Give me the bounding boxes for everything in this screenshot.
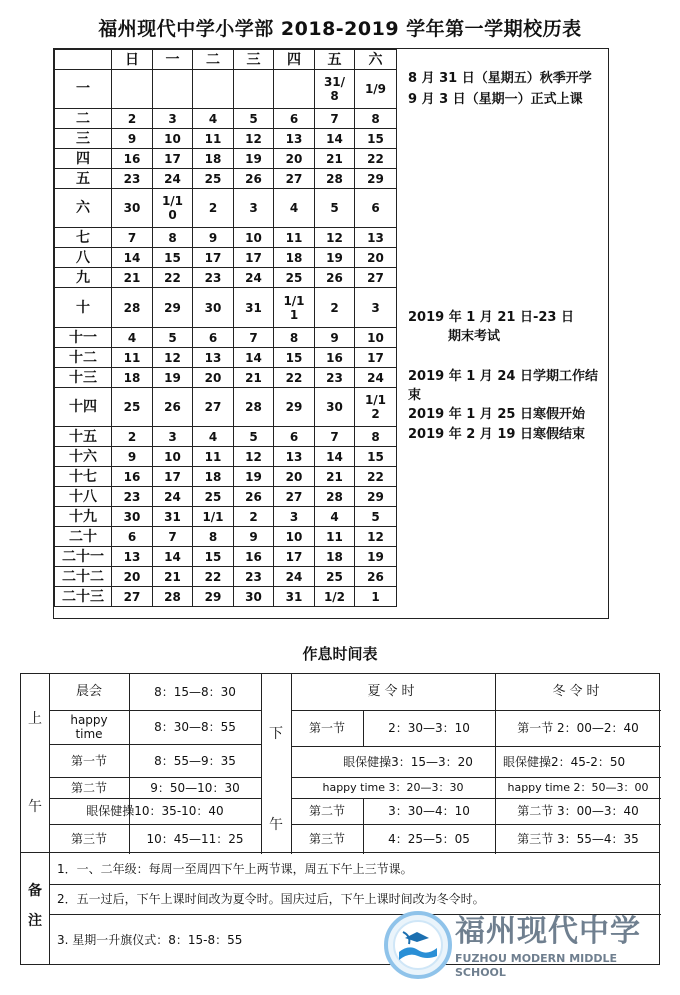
calendar-day-cell: 6 <box>355 189 397 228</box>
calendar-day-cell: 19 <box>315 248 355 268</box>
calendar-week-row <box>55 109 397 129</box>
winter-period-3: 第三节 3：55—4：35 <box>517 832 639 846</box>
remarks-label: 备 <box>28 883 42 899</box>
remark-item-3: 3. 星期一升旗仪式：8：15-8：55 <box>57 932 243 947</box>
week-number: 十六 <box>55 447 112 467</box>
week-number: 二十二 <box>55 567 112 587</box>
calendar-day-cell: 22 <box>355 467 397 487</box>
calendar-day-cell: 18 <box>112 368 153 388</box>
calendar-day-cell: 24 <box>153 487 193 507</box>
calendar-day-cell: 3 <box>153 109 193 129</box>
calendar-day-cell: 7 <box>315 109 355 129</box>
calendar-day-cell: 15 <box>274 348 315 368</box>
calendar-header-day: 四 <box>274 50 315 70</box>
morning-period-2-time: 9：50—10：30 <box>150 780 240 795</box>
calendar-day-cell: 8 <box>355 427 397 447</box>
calendar-day-cell: 9 <box>112 129 153 149</box>
calendar-day-cell: 19 <box>234 149 274 169</box>
calendar-day-cell: 14 <box>315 129 355 149</box>
calendar-day-cell: 22 <box>355 149 397 169</box>
logo-school-name: 福州现代中学 <box>455 914 641 949</box>
calendar-day-cell: 1/1 <box>193 507 234 527</box>
calendar-day-cell: 19 <box>234 467 274 487</box>
calendar-day-cell <box>274 70 315 109</box>
calendar-day-cell: 28 <box>234 388 274 427</box>
note-exam-label: 期末考试 <box>448 329 501 344</box>
calendar-day-cell: 15 <box>193 547 234 567</box>
calendar-day-cell: 3 <box>234 189 274 228</box>
calendar-week-row <box>55 228 397 248</box>
school-logo <box>383 910 668 980</box>
calendar-day-cell: 11 <box>193 129 234 149</box>
winter-period-2: 第二节 3：00—3：40 <box>517 804 639 818</box>
summer-period-3-label: 第三节 <box>308 832 345 846</box>
calendar-day-cell: 23 <box>112 487 153 507</box>
afternoon-label: 下 <box>269 726 283 742</box>
winter-happy-time: happy time 2：50—3：00 <box>507 780 649 794</box>
calendar-day-cell: 23 <box>234 567 274 587</box>
calendar-day-cell: 19 <box>355 547 397 567</box>
calendar-day-cell: 14 <box>315 447 355 467</box>
winter-period-1: 第一节 2：00—2：40 <box>517 721 639 735</box>
calendar-day-cell: 9 <box>112 447 153 467</box>
calendar-week-row <box>55 129 397 149</box>
week-number: 七 <box>55 228 112 248</box>
calendar-week-row <box>55 368 397 388</box>
calendar-day-cell: 27 <box>274 487 315 507</box>
note-term-end: 2019 年 1 月 24 日学期工作结 <box>408 369 598 384</box>
week-number: 六 <box>55 189 112 228</box>
summer-period-2-label: 第二节 <box>308 804 345 818</box>
morning-period-1-label: 第一节 <box>70 753 107 768</box>
week-number: 十五 <box>55 427 112 447</box>
calendar-day-cell: 21 <box>315 467 355 487</box>
calendar-week-row <box>55 248 397 268</box>
calendar-day-cell: 23 <box>193 268 234 288</box>
school-emblem-icon <box>383 910 453 980</box>
calendar-day-cell: 14 <box>153 547 193 567</box>
morning-period-2-label: 第二节 <box>70 780 107 795</box>
calendar-header-day: 日 <box>112 50 153 70</box>
calendar-day-cell: 31 <box>274 587 315 607</box>
calendar-day-cell: 25 <box>274 268 315 288</box>
calendar-day-cell: 8 <box>274 328 315 348</box>
calendar-day-cell: 6 <box>274 427 315 447</box>
morning-eye-exercise: 眼保健操10：35-10：40 <box>86 804 224 818</box>
calendar-day-cell <box>112 70 153 109</box>
calendar-day-cell <box>234 70 274 109</box>
calendar-day-cell: 22 <box>153 268 193 288</box>
calendar-day-cell: 18 <box>315 547 355 567</box>
calendar-day-cell: 3 <box>153 427 193 447</box>
calendar-week-row <box>55 388 397 427</box>
week-number: 十九 <box>55 507 112 527</box>
calendar-day-cell: 26 <box>234 169 274 189</box>
calendar-day-cell: 28 <box>315 487 355 507</box>
calendar-day-cell: 11 <box>193 447 234 467</box>
summer-header: 夏令时 <box>367 684 419 699</box>
calendar-week-row <box>55 507 397 527</box>
calendar-week-row <box>55 189 397 228</box>
calendar-day-cell: 20 <box>112 567 153 587</box>
calendar-day-cell: 23 <box>315 368 355 388</box>
week-number: 十八 <box>55 487 112 507</box>
calendar-day-cell: 30 <box>315 388 355 427</box>
calendar-day-cell: 12 <box>234 447 274 467</box>
summer-happy-time: happy time 3：20—3：30 <box>322 780 464 794</box>
calendar-day-cell: 23 <box>112 169 153 189</box>
remark-item-2: 2．五一过后，下午上课时间改为夏令时。国庆过后，下午上课时间改为冬令时。 <box>57 892 485 906</box>
calendar-day-cell: 4 <box>315 507 355 527</box>
calendar-week-row <box>55 149 397 169</box>
school-calendar <box>53 48 609 619</box>
calendar-day-cell: 10 <box>234 228 274 248</box>
calendar-day-cell: 30 <box>193 288 234 328</box>
calendar-day-cell: 17 <box>193 248 234 268</box>
week-number: 十二 <box>55 348 112 368</box>
calendar-week-row <box>55 348 397 368</box>
calendar-day-cell: 2 <box>112 109 153 129</box>
calendar-day-cell: 20 <box>355 248 397 268</box>
calendar-week-row <box>55 328 397 348</box>
summer-period-2-time: 3：30—4：10 <box>388 804 470 818</box>
calendar-day-cell: 24 <box>274 567 315 587</box>
calendar-day-cell: 2 <box>234 507 274 527</box>
calendar-day-cell: 10 <box>153 129 193 149</box>
calendar-day-cell: 24 <box>153 169 193 189</box>
calendar-day-cell: 4 <box>193 109 234 129</box>
calendar-day-cell: 5 <box>234 109 274 129</box>
calendar-day-cell: 8 <box>355 109 397 129</box>
calendar-day-cell: 26 <box>315 268 355 288</box>
calendar-header-day: 五 <box>315 50 355 70</box>
calendar-header-day: 六 <box>355 50 397 70</box>
winter-eye-exercise: 眼保健操2：45-2：50 <box>503 754 626 769</box>
calendar-day-cell: 8 <box>153 228 193 248</box>
calendar-day-cell: 5 <box>355 507 397 527</box>
calendar-day-cell: 7 <box>315 427 355 447</box>
assembly-label: 晨会 <box>75 684 102 699</box>
calendar-day-cell: 12 <box>315 228 355 248</box>
calendar-day-cell <box>153 70 193 109</box>
calendar-day-cell: 17 <box>274 547 315 567</box>
calendar-table <box>54 49 397 607</box>
calendar-header-day: 一 <box>153 50 193 70</box>
week-number: 一 <box>55 70 112 109</box>
calendar-day-cell: 17 <box>153 149 193 169</box>
morning-period-3-label: 第三节 <box>70 832 107 846</box>
calendar-day-cell: 22 <box>193 567 234 587</box>
calendar-day-cell: 11 <box>112 348 153 368</box>
note-class-start: 9 月 3 日（星期一）正式上课 <box>408 92 583 107</box>
calendar-day-cell: 5 <box>153 328 193 348</box>
calendar-day-cell: 10 <box>355 328 397 348</box>
calendar-week-row <box>55 447 397 467</box>
week-number: 八 <box>55 248 112 268</box>
assembly-time: 8：15—8：30 <box>154 685 236 699</box>
calendar-week-row <box>55 547 397 567</box>
calendar-day-cell: 21 <box>112 268 153 288</box>
calendar-header-corner <box>55 50 112 70</box>
calendar-day-cell: 17 <box>153 467 193 487</box>
calendar-day-cell: 13 <box>355 228 397 248</box>
calendar-day-cell: 29 <box>153 288 193 328</box>
summer-eye-exercise: 眼保健操3：15—3：20 <box>343 754 473 769</box>
calendar-day-cell: 1/2 <box>315 587 355 607</box>
calendar-day-cell: 4 <box>193 427 234 447</box>
calendar-day-cell: 11 <box>274 228 315 248</box>
calendar-day-cell: 29 <box>193 587 234 607</box>
calendar-day-cell: 5 <box>315 189 355 228</box>
calendar-day-cell: 20 <box>274 467 315 487</box>
calendar-day-cell: 14 <box>112 248 153 268</box>
week-number: 二 <box>55 109 112 129</box>
summer-period-1-time: 2：30—3：10 <box>388 721 470 735</box>
calendar-day-cell: 26 <box>355 567 397 587</box>
calendar-day-cell: 25 <box>112 388 153 427</box>
calendar-day-cell: 7 <box>153 527 193 547</box>
calendar-week-row <box>55 567 397 587</box>
calendar-day-cell: 28 <box>153 587 193 607</box>
daily-schedule <box>20 673 660 853</box>
calendar-day-cell: 11 <box>315 527 355 547</box>
calendar-day-cell: 6 <box>112 527 153 547</box>
note-exam-dates: 2019 年 1 月 21 日-23 日 <box>408 310 574 325</box>
calendar-day-cell: 8 <box>193 527 234 547</box>
calendar-week-row <box>55 268 397 288</box>
calendar-day-cell: 16 <box>112 149 153 169</box>
calendar-day-cell: 18 <box>193 467 234 487</box>
calendar-day-cell: 9 <box>315 328 355 348</box>
afternoon-label-2: 午 <box>269 817 283 833</box>
calendar-day-cell: 14 <box>234 348 274 368</box>
calendar-day-cell: 6 <box>274 109 315 129</box>
week-number: 五 <box>55 169 112 189</box>
calendar-day-cell: 25 <box>193 487 234 507</box>
calendar-day-cell: 29 <box>274 388 315 427</box>
calendar-day-cell: 30 <box>112 189 153 228</box>
remarks-label-2: 注 <box>28 913 42 929</box>
calendar-day-cell: 12 <box>234 129 274 149</box>
calendar-week-row <box>55 288 397 328</box>
calendar-day-cell: 29 <box>355 487 397 507</box>
calendar-header-day: 三 <box>234 50 274 70</box>
calendar-day-cell: 13 <box>112 547 153 567</box>
calendar-day-cell: 18 <box>274 248 315 268</box>
week-number: 二十三 <box>55 587 112 607</box>
page-title: 福州现代中学小学部 2018-2019 学年第一学期校历表 <box>98 18 582 40</box>
calendar-day-cell: 30 <box>234 587 274 607</box>
calendar-day-cell: 20 <box>274 149 315 169</box>
winter-header: 冬令时 <box>552 684 604 699</box>
week-number: 二十 <box>55 527 112 547</box>
calendar-day-cell: 10 <box>274 527 315 547</box>
calendar-day-cell: 31 <box>153 507 193 527</box>
calendar-day-cell: 15 <box>355 129 397 149</box>
calendar-day-cell: 30 <box>112 507 153 527</box>
note-term-end-cont: 束 <box>408 388 422 403</box>
calendar-day-cell: 29 <box>355 169 397 189</box>
calendar-day-cell: 3 <box>274 507 315 527</box>
calendar-day-cell: 28 <box>112 288 153 328</box>
calendar-day-cell: 7 <box>112 228 153 248</box>
calendar-day-cell: 21 <box>234 368 274 388</box>
calendar-day-cell: 1/11 <box>274 288 315 328</box>
calendar-day-cell: 20 <box>193 368 234 388</box>
calendar-week-row <box>55 487 397 507</box>
week-number: 四 <box>55 149 112 169</box>
calendar-day-cell: 15 <box>355 447 397 467</box>
calendar-day-cell: 9 <box>193 228 234 248</box>
calendar-day-cell: 16 <box>234 547 274 567</box>
calendar-day-cell: 27 <box>112 587 153 607</box>
calendar-day-cell: 12 <box>355 527 397 547</box>
calendar-day-cell: 22 <box>274 368 315 388</box>
calendar-day-cell: 17 <box>355 348 397 368</box>
week-number: 十一 <box>55 328 112 348</box>
calendar-week-row <box>55 70 397 109</box>
calendar-week-row <box>55 587 397 607</box>
calendar-day-cell: 2 <box>315 288 355 328</box>
calendar-day-cell: 5 <box>234 427 274 447</box>
remark-item-1: 1．一、二年级：每周一至周四下午上两节课，周五下午上三节课。 <box>57 861 413 876</box>
note-winter-start: 2019 年 1 月 25 日寒假开始 <box>408 407 585 422</box>
calendar-day-cell: 25 <box>315 567 355 587</box>
note-term-start: 8 月 31 日（星期五）秋季开学 <box>408 71 592 86</box>
happy-time-time: 8：30—8：55 <box>154 720 236 734</box>
calendar-day-cell: 27 <box>274 169 315 189</box>
calendar-day-cell: 16 <box>112 467 153 487</box>
calendar-day-cell: 21 <box>153 567 193 587</box>
week-number: 十 <box>55 288 112 328</box>
calendar-day-cell: 12 <box>153 348 193 368</box>
calendar-day-cell <box>193 70 234 109</box>
week-number: 二十一 <box>55 547 112 567</box>
happy-time-label: happy time <box>70 713 108 741</box>
calendar-day-cell: 3 <box>355 288 397 328</box>
calendar-day-cell: 4 <box>112 328 153 348</box>
calendar-day-cell: 1/10 <box>153 189 193 228</box>
morning-label: 上 <box>28 711 42 727</box>
morning-period-3-time: 10：45—11：25 <box>146 832 244 846</box>
calendar-day-cell: 7 <box>234 328 274 348</box>
calendar-day-cell: 31 <box>234 288 274 328</box>
morning-label-2: 午 <box>28 799 42 815</box>
calendar-day-cell: 4 <box>274 189 315 228</box>
calendar-week-row <box>55 169 397 189</box>
calendar-day-cell: 25 <box>193 169 234 189</box>
calendar-day-cell: 24 <box>355 368 397 388</box>
calendar-day-cell: 26 <box>153 388 193 427</box>
week-number: 十四 <box>55 388 112 427</box>
calendar-week-row <box>55 427 397 447</box>
calendar-day-cell: 17 <box>234 248 274 268</box>
calendar-day-cell: 2 <box>193 189 234 228</box>
week-number: 十七 <box>55 467 112 487</box>
calendar-header-day: 二 <box>193 50 234 70</box>
calendar-week-row <box>55 467 397 487</box>
schedule-title: 作息时间表 <box>302 645 378 663</box>
calendar-day-cell: 31/8 <box>315 70 355 109</box>
week-number: 三 <box>55 129 112 149</box>
calendar-day-cell: 15 <box>153 248 193 268</box>
morning-period-1-time: 8：55—9：35 <box>154 753 236 768</box>
calendar-day-cell: 24 <box>234 268 274 288</box>
logo-school-name-en: FUZHOU MODERN MIDDLE SCHOOL <box>455 952 618 979</box>
week-number: 九 <box>55 268 112 288</box>
calendar-day-cell: 2 <box>112 427 153 447</box>
calendar-day-cell: 6 <box>193 328 234 348</box>
week-number: 十三 <box>55 368 112 388</box>
summer-period-3-time: 4：25—5：05 <box>388 832 470 846</box>
calendar-day-cell: 1/9 <box>355 70 397 109</box>
calendar-day-cell: 9 <box>234 527 274 547</box>
calendar-day-cell: 28 <box>315 169 355 189</box>
note-winter-end: 2019 年 2 月 19 日寒假结束 <box>408 427 585 442</box>
summer-period-1-label: 第一节 <box>308 721 345 735</box>
calendar-day-cell: 21 <box>315 149 355 169</box>
calendar-day-cell: 10 <box>153 447 193 467</box>
calendar-day-cell: 1 <box>355 587 397 607</box>
calendar-day-cell: 27 <box>355 268 397 288</box>
calendar-day-cell: 26 <box>234 487 274 507</box>
calendar-day-cell: 27 <box>193 388 234 427</box>
calendar-day-cell: 13 <box>193 348 234 368</box>
calendar-day-cell: 19 <box>153 368 193 388</box>
calendar-day-cell: 13 <box>274 129 315 149</box>
calendar-week-row <box>55 527 397 547</box>
calendar-day-cell: 16 <box>315 348 355 368</box>
calendar-day-cell: 1/12 <box>355 388 397 427</box>
calendar-day-cell: 13 <box>274 447 315 467</box>
calendar-day-cell: 18 <box>193 149 234 169</box>
